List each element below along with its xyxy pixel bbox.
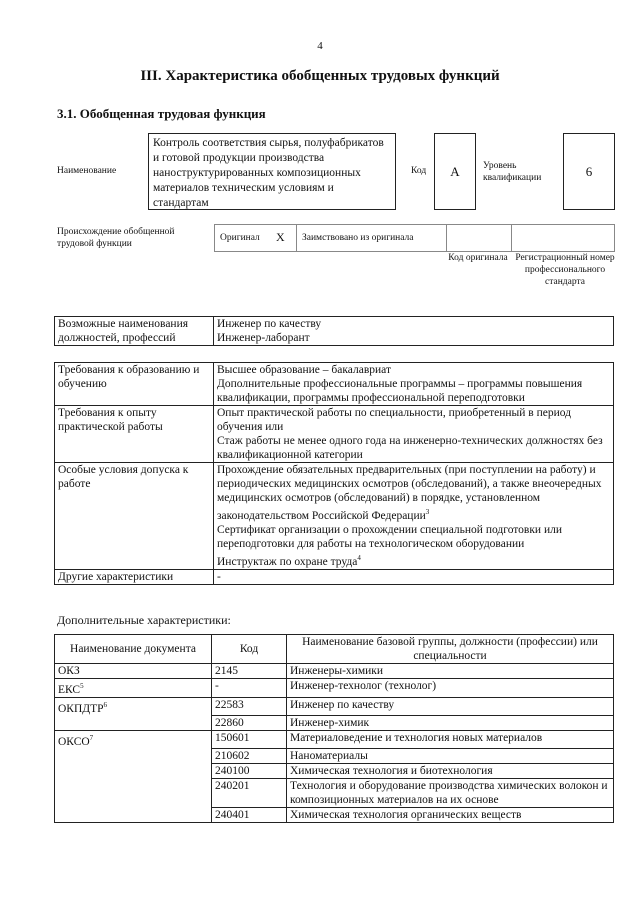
table-row xyxy=(55,664,614,679)
req-label: Требования к опыту практической работы xyxy=(55,406,214,463)
additional-table xyxy=(54,634,614,823)
code-box xyxy=(434,133,476,210)
borrowed-label: Заимствовано из оригинала xyxy=(302,233,414,243)
req-label: Особые условия допуска к работе xyxy=(55,463,214,570)
table-row xyxy=(55,749,614,764)
original-label: Оригинал xyxy=(220,233,260,243)
name-cell: Химическая технология и биотехнология xyxy=(287,764,614,779)
doc-cell xyxy=(55,749,212,764)
name-cell: Инженер-химик xyxy=(287,716,614,731)
col-code-header: Код xyxy=(212,635,287,664)
requirement-row xyxy=(55,363,614,406)
doc-cell xyxy=(55,697,212,715)
req-line: Инструктаж по охране труда xyxy=(217,555,358,568)
code-cell: 240100 xyxy=(212,764,287,779)
req-line: Дополнительные профессиональные программы – программы повышения квалификации, программы профессиональной переподготовки xyxy=(217,378,583,404)
level-label: Уровень квалификации xyxy=(483,161,542,183)
req-label: Требования к образованию и обучению xyxy=(55,363,214,406)
req-label: Другие характеристики xyxy=(55,569,214,584)
code-label: Код xyxy=(411,166,427,176)
code-cell: - xyxy=(212,679,287,698)
footnote-ref: 4 xyxy=(357,553,361,562)
doc-name: ОКПДТР xyxy=(58,702,104,715)
requirement-row xyxy=(55,463,614,570)
req-line: Прохождение обязательных предварительных (при поступлении на работу) и периодических медицинских осмотров (обследований), а также внеочередных медицинских осмотров (обследований) в порядке, установленном законодательством Российской Федерации xyxy=(217,464,602,522)
code-cell: 22583 xyxy=(212,697,287,715)
col-name-header: Наименование базовой группы, должности (профессии) или специальности xyxy=(287,635,614,664)
name-cell: Технология и оборудование производства химических волокон и композиционных материалов на их основе xyxy=(287,779,614,808)
position-item: Инженер-лаборант xyxy=(217,332,310,344)
code-value: А xyxy=(450,164,460,179)
page-number: 4 xyxy=(317,40,323,52)
doc-name: ОКСО xyxy=(58,735,90,748)
table-row xyxy=(55,764,614,779)
table-row xyxy=(55,697,614,715)
doc-name: ЕКС xyxy=(58,683,81,696)
footnote-ref: 3 xyxy=(425,508,430,516)
origin-box xyxy=(214,224,615,252)
original-mark: X xyxy=(276,230,285,244)
name-label: Наименование xyxy=(57,166,117,176)
name-cell: Наноматериалы xyxy=(287,749,614,764)
footnote-ref: 5 xyxy=(80,682,84,690)
requirement-row xyxy=(55,406,614,463)
origin-label: Происхождение обобщенной трудовой функции xyxy=(57,227,175,249)
function-name-value: Контроль соответствия сырья, полуфабрикатов и готовой продукции производства наноструктурированных композиционных материалов техническим условиям и стандартам xyxy=(153,137,384,209)
code-cell: 240201 xyxy=(212,779,287,808)
level-value: 6 xyxy=(585,164,593,179)
table-row xyxy=(55,731,614,749)
requirements-table xyxy=(54,362,614,585)
doc-cell xyxy=(55,808,212,823)
level-box xyxy=(563,133,615,210)
code-cell: 150601 xyxy=(212,731,287,749)
table-row xyxy=(55,779,614,808)
code-cell: 22860 xyxy=(212,716,287,731)
req-line: Стаж работы не менее одного года на инженерно-технических должностях без квалификационной категории xyxy=(217,435,603,461)
name-cell: Материаловедение и технология новых материалов xyxy=(287,731,614,749)
requirement-row xyxy=(55,569,614,584)
footnote-ref: 7 xyxy=(89,734,94,743)
function-name-box xyxy=(148,133,396,210)
col-doc-header: Наименование документа xyxy=(55,635,212,664)
code-original-label: Код оригинала xyxy=(448,253,508,263)
code-cell: 2145 xyxy=(212,664,287,679)
doc-cell xyxy=(55,779,212,808)
additional-heading: Дополнительные характеристики: xyxy=(57,613,231,627)
name-cell: Инженер-технолог (технолог) xyxy=(287,679,614,698)
position-item: Инженер по качеству xyxy=(217,318,322,330)
req-line: - xyxy=(214,569,614,584)
req-line: Высшее образование – бакалавриат xyxy=(217,364,391,376)
code-cell: 210602 xyxy=(212,749,287,764)
reg-number-label: Регистрационный номер профессионального стандарта xyxy=(515,253,615,287)
doc-cell xyxy=(55,716,212,731)
name-cell: Инженер по качеству xyxy=(287,697,614,715)
positions-values xyxy=(214,317,614,346)
subsection-title: 3.1. Обобщенная трудовая функция xyxy=(57,106,266,121)
req-line: Опыт практической работы по специальности, приобретенный в период обучения или xyxy=(217,407,572,433)
table-row xyxy=(55,679,614,698)
table-row xyxy=(55,808,614,823)
name-cell: Химическая технология органических веществ xyxy=(287,808,614,823)
doc-cell xyxy=(55,664,212,679)
code-cell: 240401 xyxy=(212,808,287,823)
doc-cell xyxy=(55,764,212,779)
footnote-ref: 6 xyxy=(103,700,108,709)
doc-cell xyxy=(55,731,212,749)
doc-cell xyxy=(55,679,212,698)
doc-name: ОКЗ xyxy=(58,665,80,677)
section-title: III. Характеристика обобщенных трудовых функций xyxy=(140,68,500,84)
positions-table xyxy=(54,316,614,346)
positions-label: Возможные наименования должностей, профессий xyxy=(55,317,214,346)
table-row xyxy=(55,716,614,731)
name-cell: Инженеры-химики xyxy=(287,664,614,679)
req-line: Сертификат организации о прохождении специальной подготовки или переподготовки для работы на технологическом оборудовании xyxy=(217,523,563,550)
